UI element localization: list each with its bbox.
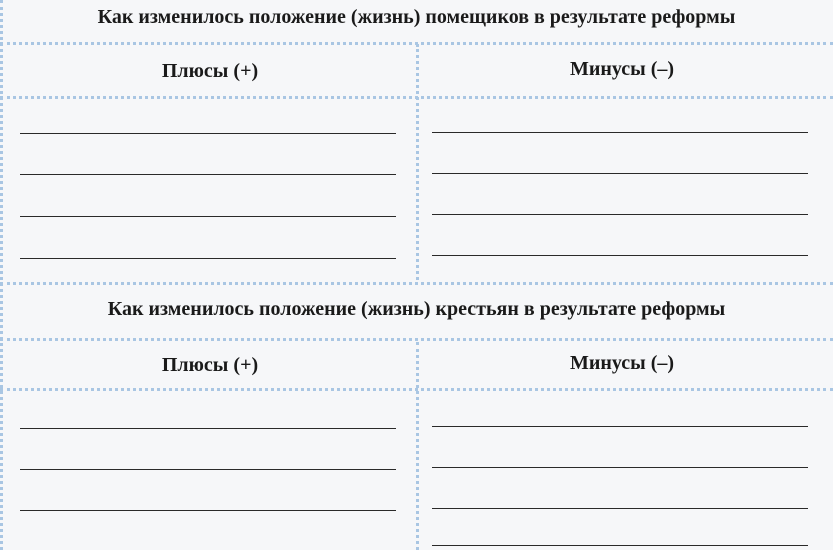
- middle-divider-bottom: [416, 342, 419, 550]
- answer-line[interactable]: [432, 467, 808, 468]
- middle-divider-top: [416, 44, 419, 280]
- answer-line[interactable]: [20, 133, 396, 134]
- answer-line[interactable]: [20, 428, 396, 429]
- section-1-header-underline: [0, 96, 833, 99]
- section-separator: [0, 282, 833, 285]
- section-1-title-underline: [0, 42, 833, 45]
- answer-line[interactable]: [20, 216, 396, 217]
- left-border: [0, 0, 3, 550]
- answer-line[interactable]: [20, 174, 396, 175]
- answer-line[interactable]: [20, 258, 396, 259]
- answer-line[interactable]: [20, 510, 396, 511]
- section-2-plus-header: Плюсы (+): [161, 354, 259, 376]
- answer-line[interactable]: [432, 255, 808, 256]
- answer-line[interactable]: [20, 469, 396, 470]
- answer-line[interactable]: [432, 173, 808, 174]
- section-2-header-underline: [0, 388, 833, 391]
- section-2-title-underline: [0, 338, 833, 341]
- answer-line[interactable]: [432, 508, 808, 509]
- section-1-minus-header: Минусы (–): [569, 58, 675, 80]
- section-title-landowners: Как изменилось положение (жизнь) помещиков в результате реформы: [97, 6, 736, 28]
- answer-line[interactable]: [432, 214, 808, 215]
- answer-line[interactable]: [432, 545, 808, 546]
- answer-line[interactable]: [432, 426, 808, 427]
- section-2-minus-header: Минусы (–): [569, 352, 675, 374]
- answer-line[interactable]: [432, 132, 808, 133]
- section-1-plus-header: Плюсы (+): [161, 60, 259, 82]
- section-title-peasants: Как изменилось положение (жизнь) крестьян в результате реформы: [107, 298, 726, 320]
